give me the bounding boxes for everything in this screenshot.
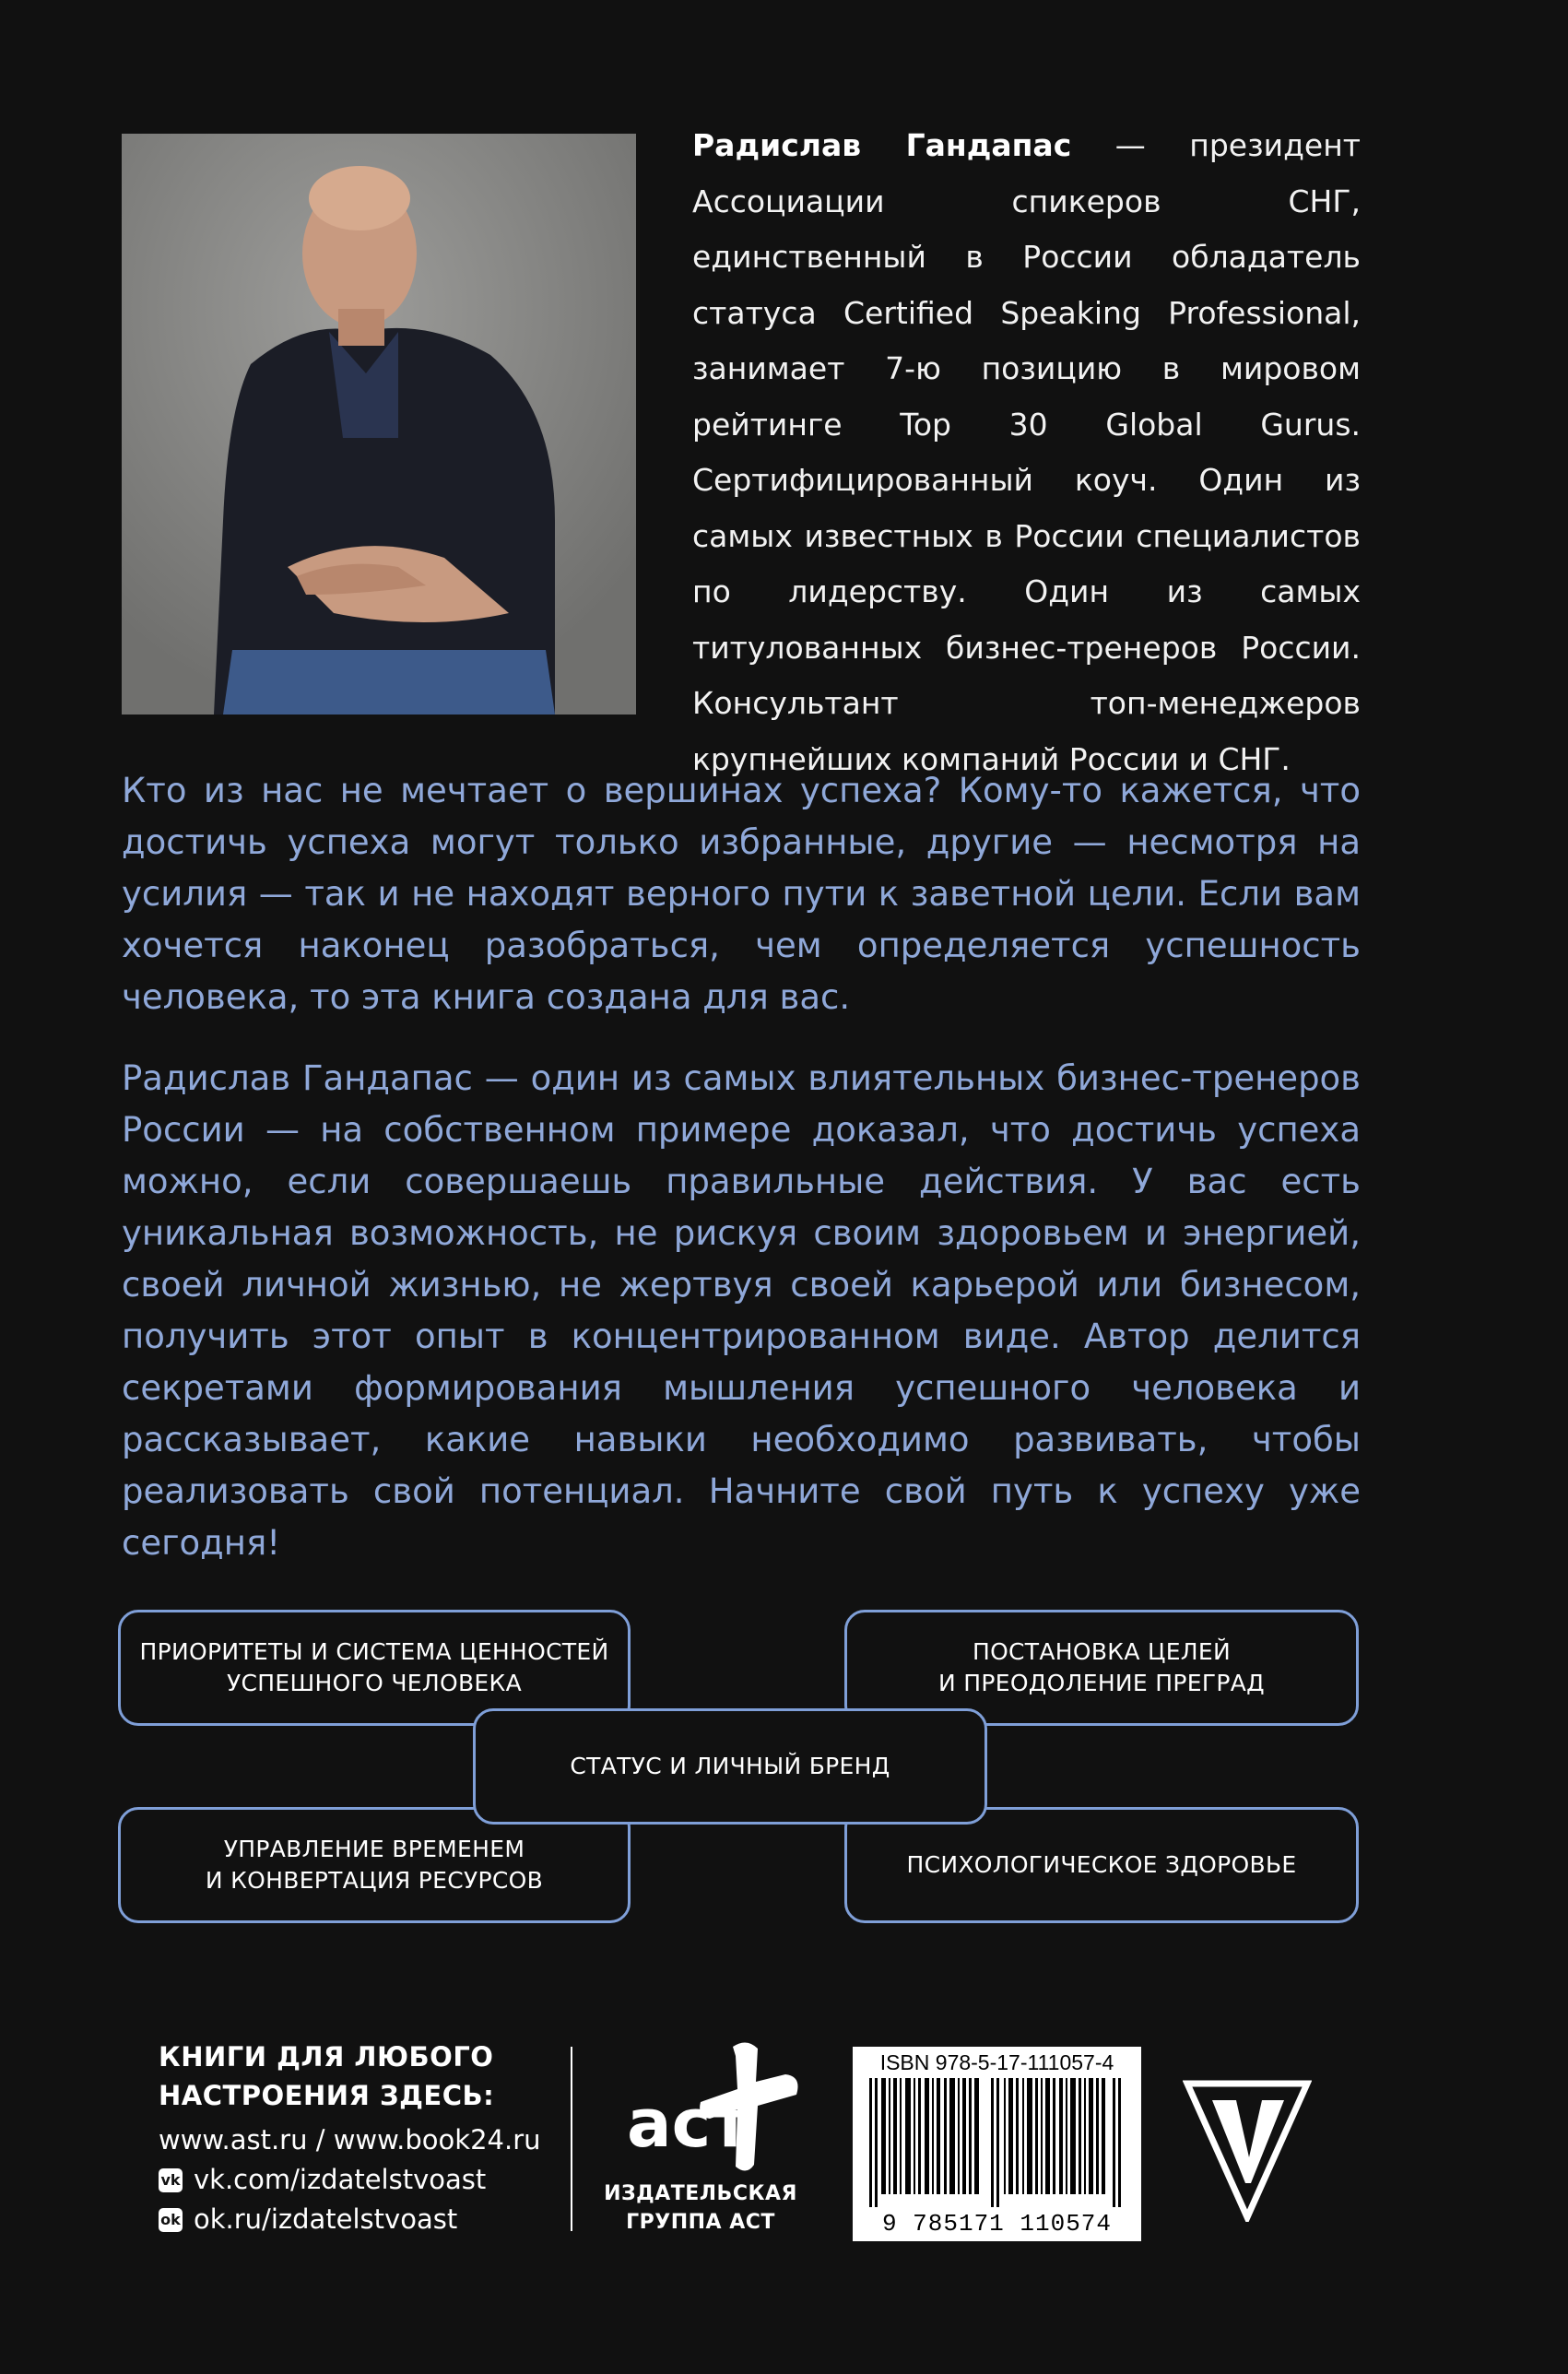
ok-icon: ok — [159, 2208, 183, 2232]
topic-line: УСПЕШНОГО ЧЕЛОВЕКА — [227, 1670, 522, 1696]
barcode-bars — [864, 2078, 1131, 2207]
ok-link[interactable]: ok.ru/izdatelstvoast — [194, 2203, 458, 2235]
topic-line: УПРАВЛЕНИЕ ВРЕМЕНЕМ — [223, 1836, 525, 1862]
ast-logo-text: аст — [627, 2085, 749, 2162]
author-bio — [692, 118, 1361, 787]
author-bio-text: — президент Ассоциации спикеров СНГ, единственный в России обладатель статуса Certified Speaking Professional, занимает 7-ю позицию в мировом рейтинге Top 30 Global Gurus. Сертифицированный коуч. Один из самых известных в России специалистов по лидерству. Один из самых титулованных бизнес-тренеров России. Консультант топ-менеджеров крупнейших компаний России и СНГ. — [692, 127, 1362, 777]
vk-link[interactable]: vk.com/izdatelstvoast — [194, 2164, 487, 2195]
websites-link[interactable]: www.ast.ru / www.book24.ru — [159, 2124, 541, 2155]
promo-heading-line: КНИГИ ДЛЯ ЛЮБОГО — [159, 2041, 494, 2073]
publisher-caption — [599, 2179, 802, 2237]
topic-line: И КОНВЕРТАЦИЯ РЕСУРСОВ — [205, 1867, 544, 1894]
vk-icon: vk — [159, 2168, 183, 2192]
promo-heading-line: НАСТРОЕНИЯ ЗДЕСЬ: — [159, 2080, 495, 2111]
topic-line: ПОСТАНОВКА ЦЕЛЕЙ — [972, 1638, 1232, 1665]
publisher-caption-line: ГРУППА АСТ — [626, 2211, 775, 2234]
isbn-label: ISBN 978-5-17-111057-4 — [879, 2050, 1114, 2074]
topic-line: ПСИХОЛОГИЧЕСКОЕ ЗДОРОВЬЕ — [906, 1851, 1297, 1878]
topic-line: И ПРЕОДОЛЕНИЕ ПРЕГРАД — [938, 1670, 1265, 1696]
description-paragraph-2: Радислав Гандапас — один из самых влиятельных бизнес-тренеров России — на собственном примере доказал, что достичь успеха можно, если совершаешь правильные действия. У вас есть уникальная возможность, не рискуя своим здоровьем и энергией, своей личной жизнью, не жертвуя своей карьерой или бизнесом, получить этот опыт в концентрированном виде. Автор делится секретами формирования мышления успешного человека и рассказывает, какие навыки необходимо развивать, чтобы реализовать свой потенциал. Начните свой путь к успеху уже сегодня! — [122, 1058, 1361, 1563]
isbn-barcode — [853, 2047, 1141, 2241]
promo-block — [159, 2037, 564, 2239]
description-paragraph-1: Кто из нас не мечтает о вершинах успеха? Кому-то кажется, что достичь успеха могут только избранные, другие — несмотря на усилия — так и не находят верного пути к заветной цели. Если вам хочется наконец разобраться, чем определяется успешность человека, то эта книга создана для вас. — [122, 771, 1361, 1017]
publisher-caption-line: ИЗДАТЕЛЬСКАЯ — [604, 2182, 797, 2205]
topic-status-brand — [473, 1708, 987, 1825]
divider — [571, 2047, 572, 2231]
v-triangle-logo-icon — [1183, 2065, 1312, 2222]
topic-line: ПРИОРИТЕТЫ И СИСТЕМА ЦЕННОСТЕЙ — [139, 1638, 609, 1665]
author-photo — [122, 134, 636, 715]
topic-line: СТАТУС И ЛИЧНЫЙ БРЕНД — [570, 1753, 890, 1779]
author-name: Радислав Гандапас — [692, 127, 1072, 163]
isbn-digits: 9 785171 110574 — [881, 2210, 1113, 2238]
